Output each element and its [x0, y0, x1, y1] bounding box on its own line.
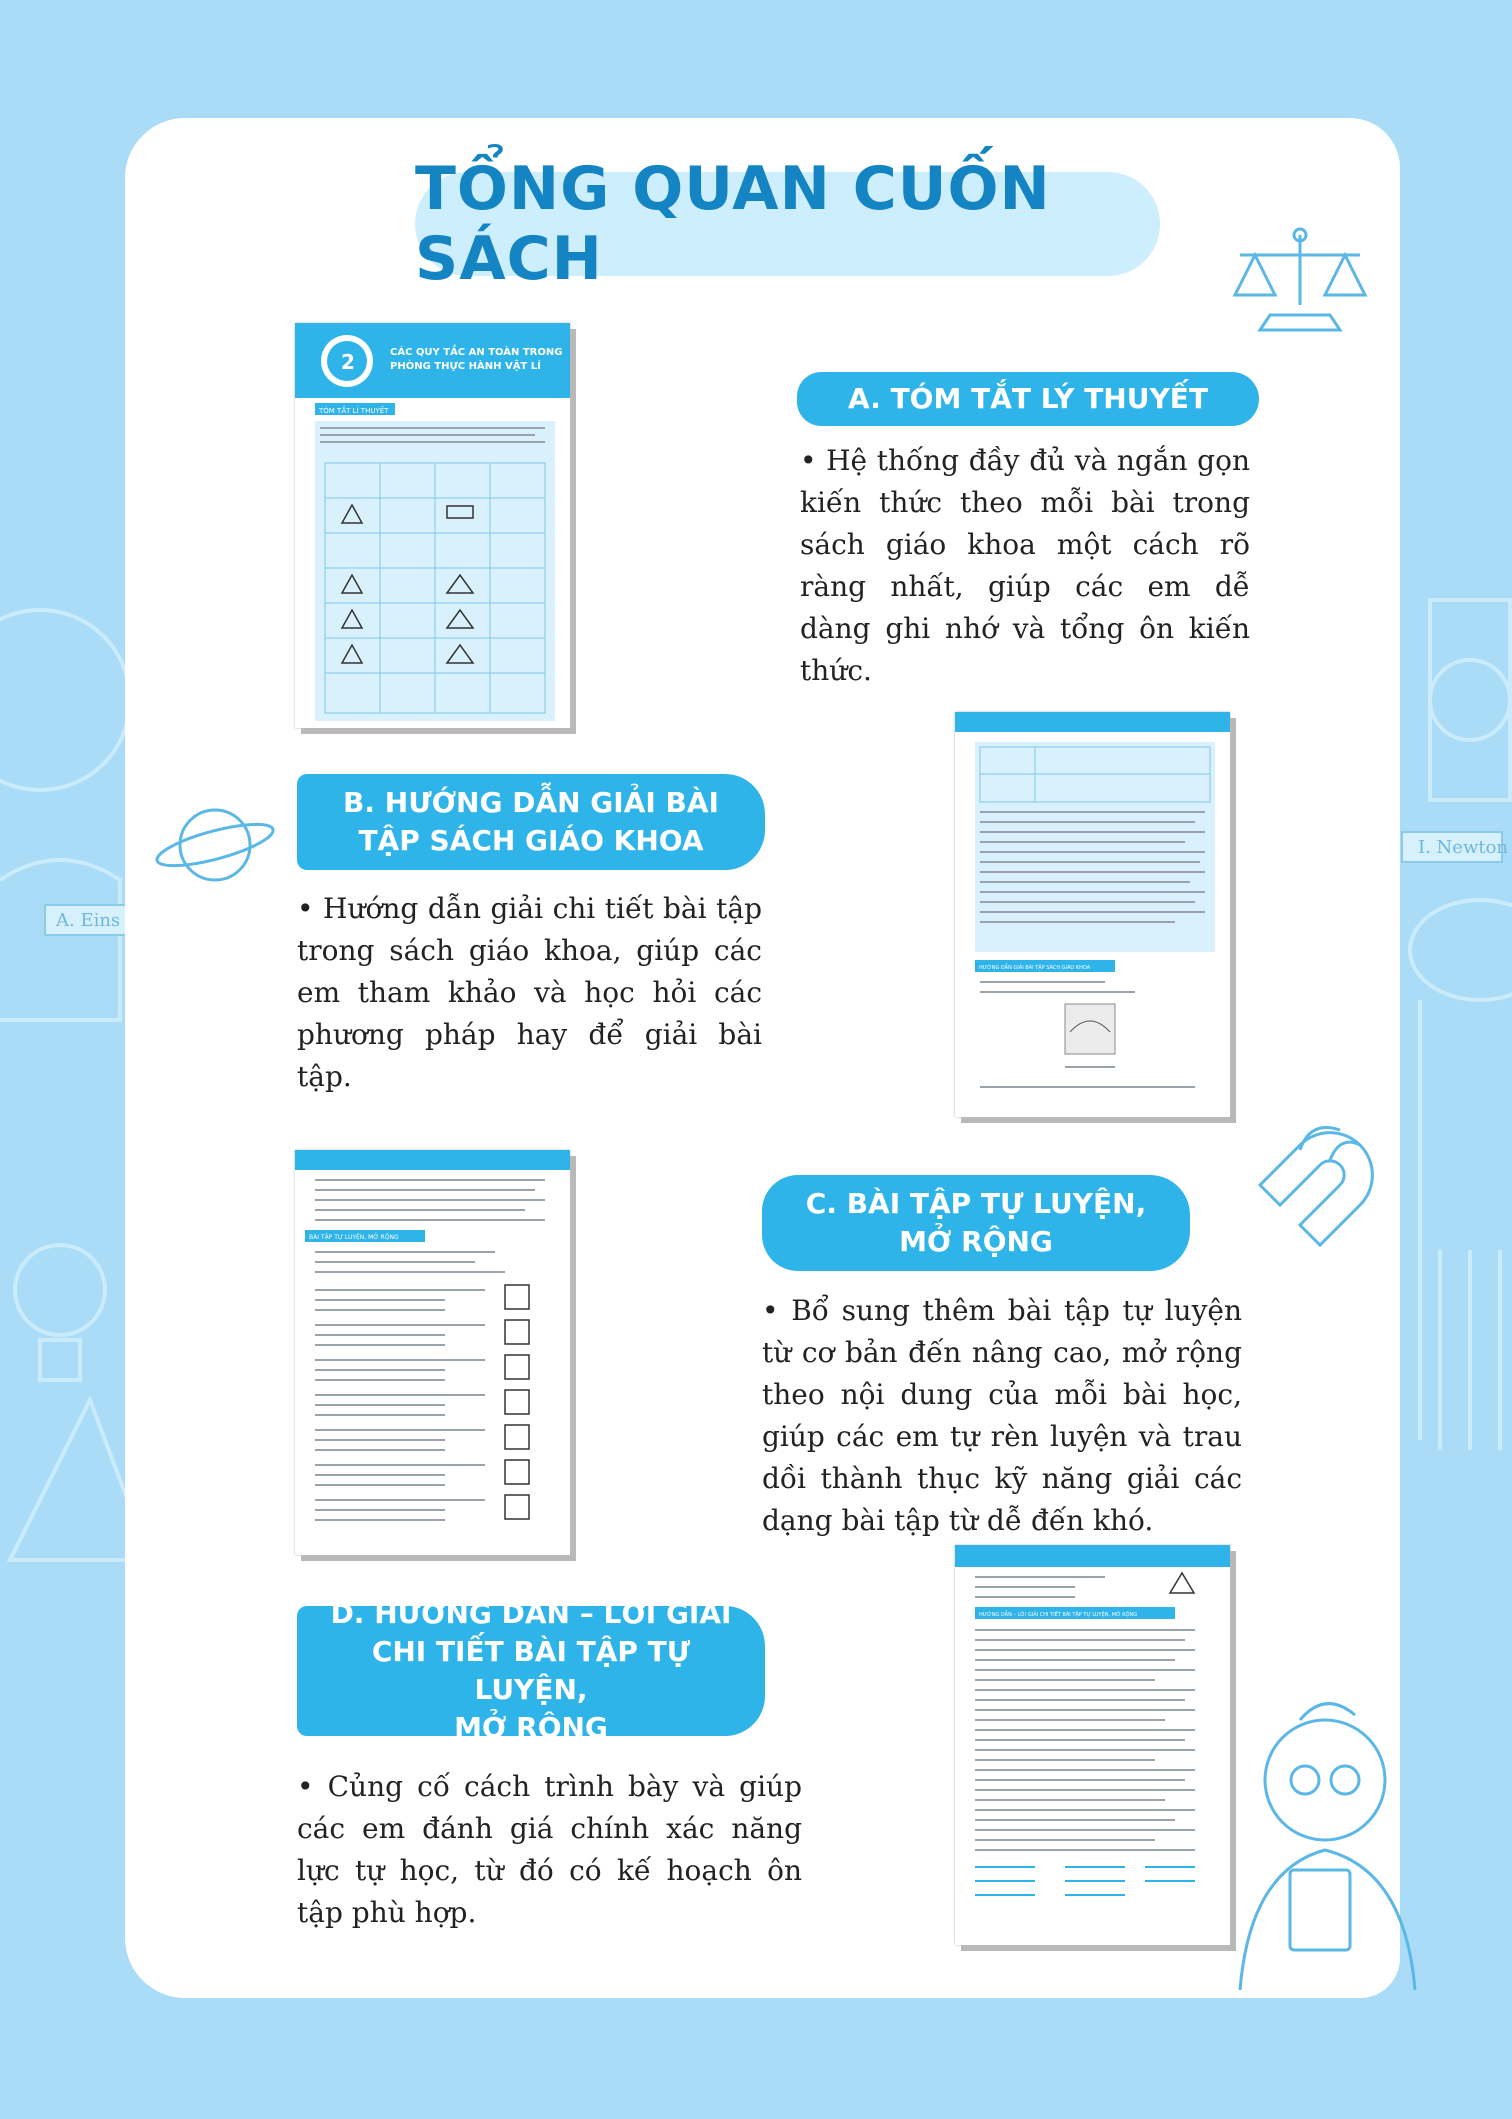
thumbnail-a-lesson-number: 2	[341, 350, 355, 374]
book-page-thumbnail-d	[955, 1545, 1230, 1945]
thumbnail-d-graphic	[955, 1545, 1230, 1945]
section-c-description: • Bổ sung thêm bài tập tự luyện từ cơ bản đến nâng cao, mở rộng theo nội dung của mỗi bài học, giúp các em tự rèn luyện và trau dồi thành thục kỹ năng giải các dạng bài tập từ dễ đến khó.	[762, 1294, 1242, 1537]
planet-icon	[153, 810, 276, 880]
section-c-heading-text: C. BÀI TẬP TỰ LUYỆN, MỞ RỘNG	[805, 1187, 1147, 1258]
einstein-name: A. Eins	[56, 910, 121, 931]
balance-scale-icon	[1235, 229, 1365, 330]
thumbnail-a-title: CÁC QUY TẮC AN TOÀN TRONG PHÒNG THỰC HÀNH VẬT LÍ	[390, 347, 563, 372]
section-b-description: • Hướng dẫn giải chi tiết bài tập trong sách giáo khoa, giúp các em tham khảo và học hỏi các phương pháp hay để giải bài tập.	[297, 892, 762, 1093]
book-page-thumbnail-b	[955, 712, 1230, 1117]
book-page-thumbnail-a	[295, 323, 570, 728]
thumbnail-b-graphic	[955, 712, 1230, 1117]
thumbnail-b-subheading: HƯỚNG DẪN GIẢI BÀI TẬP SÁCH GIÁO KHOA	[979, 965, 1091, 971]
thumbnail-a-subheading: TÓM TẮT LÍ THUYẾT	[319, 407, 389, 415]
newton-name: I. Newton	[1418, 837, 1509, 858]
book-page-thumbnail-c	[295, 1150, 570, 1555]
section-a-description: • Hệ thống đầy đủ và ngắn gọn kiến thức theo mỗi bài trong sách giáo khoa một cách rõ ràng nhất, giúp các em dễ dàng ghi nhớ và tổng ôn kiến thức.	[800, 444, 1250, 687]
thumbnail-d-subheading: HƯỚNG DẪN – LỜI GIẢI CHI TIẾT BÀI TẬP TỰ LUYỆN, MỞ RỘNG	[979, 1612, 1138, 1618]
section-a-heading	[797, 372, 1259, 426]
section-d-heading	[297, 1597, 765, 1744]
section-c-heading	[762, 1175, 1190, 1271]
scientist-illustration-icon	[1240, 1704, 1415, 1990]
section-d-description: • Củng cố cách trình bày và giúp các em đánh giá chính xác năng lực tự học, từ đó có kế hoạch ôn tập phù hợp.	[297, 1770, 802, 1929]
section-d-heading-text: D. HƯỚNG DẪN – LỜI GIẢI CHI TIẾT BÀI TẬP TỰ LUYỆN, MỞ RỘNG	[330, 1597, 732, 1744]
thumbnail-c-graphic	[295, 1150, 570, 1555]
section-a-heading-text: A. TÓM TẮT LÝ THUYẾT	[848, 382, 1208, 415]
magnet-icon	[1260, 1128, 1372, 1246]
page-title-banner	[415, 154, 1160, 294]
thumbnail-a-graphic	[295, 323, 570, 728]
section-b-heading-text: B. HƯỚNG DẪN GIẢI BÀI TẬP SÁCH GIÁO KHOA	[343, 786, 719, 857]
page-title: TỔNG QUAN CUỐN SÁCH	[415, 154, 1051, 294]
section-b-heading	[297, 774, 765, 870]
thumbnail-c-subheading: BÀI TẬP TỰ LUYỆN, MỞ RỘNG	[309, 1234, 399, 1241]
